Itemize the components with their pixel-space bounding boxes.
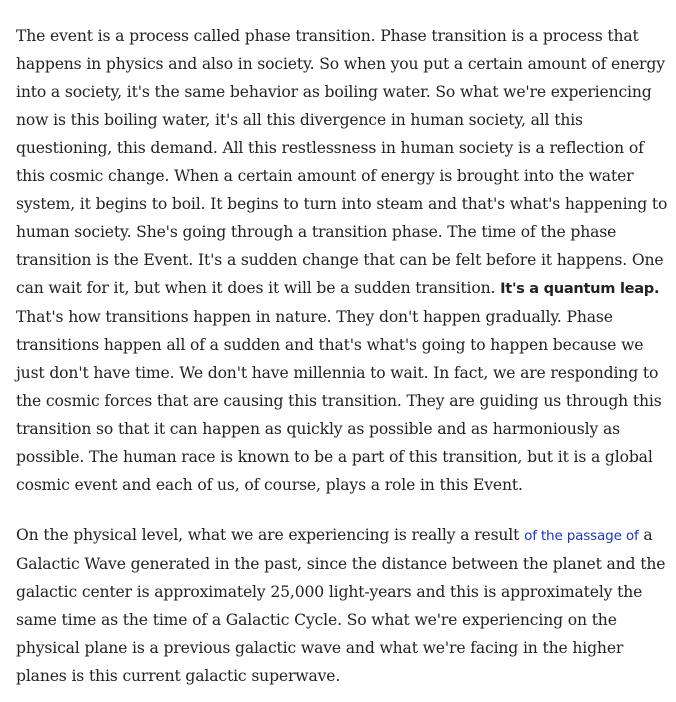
quantum-leap-emphasis: It's a quantum leap. [500,280,660,297]
paragraph-1-text-end: That's how transitions happen in nature. They don't happen gradually. Phase transitions happen all of a sudden and that's what's going to happen because we just don't have time. We don't have millennia to wait. In fact, we are responding to the cosmic forces that are causing this transition. They are guiding us through this transition so that it can happen as quickly as possible and as harmoniously as possible. The human race is known to be a part of this transition, but it is a global cosmic event and each of us, of course, plays a role in this Event. [16,308,662,494]
paragraph-phase-transition [16,22,676,499]
paragraph-galactic-wave [16,521,676,690]
passage-link[interactable]: of the passage of [524,528,639,544]
paragraph-2-text-end: a Galactic Wave generated in the past, since the distance between the planet and the galactic center is approximately 25,000 light-years and this is approximately the same time as the time of a Galactic Cycle. So what we're experiencing on the physical plane is a previous galactic wave and what we're facing in the higher planes is this current galactic superwave. [16,526,666,685]
paragraph-2-text-start: On the physical level, what we are experiencing is really a result [16,526,525,544]
paragraph-1-text-start: The event is a process called phase transition. Phase transition is a process that happens in physics and also in society. So when you put a certain amount of energy into a society, it's the same behavior as boiling water. So what we're experiencing now is this boiling water, it's all this divergence in human society, all this questioning, this demand. All this restlessness in human society is a reflection of this cosmic change. When a certain amount of energy is brought into the water system, it begins to boil. It begins to turn into steam and that's what's happening to human society. She's going through a transition phase. The time of the phase transition is the Event. It's a sudden change that can be felt before it happens. One can wait for it, but when it does it will be a sudden transition. [16,27,668,297]
